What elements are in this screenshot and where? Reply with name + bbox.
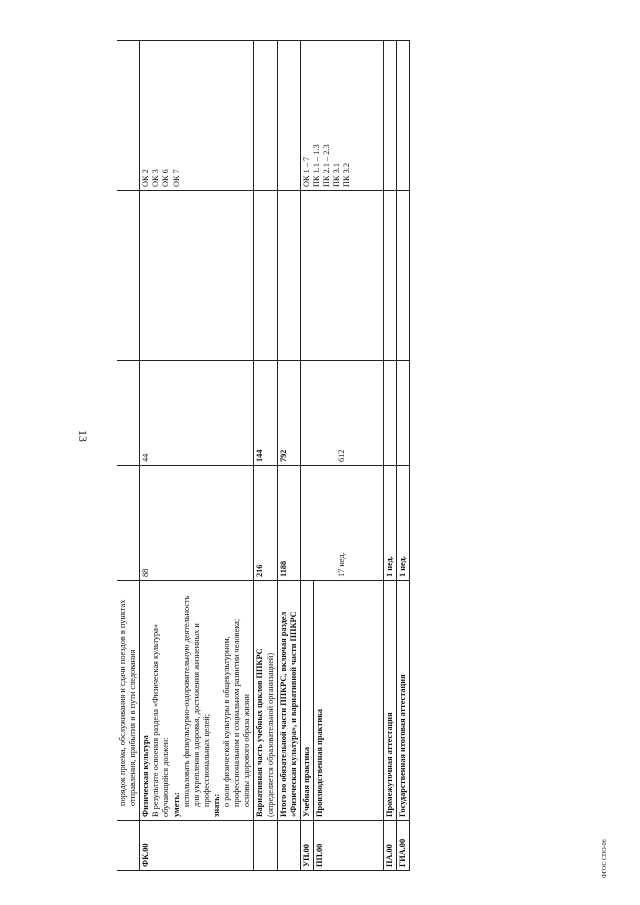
- cell-title: Учебная практика: [300, 581, 313, 821]
- table-row: [254, 41, 277, 871]
- table-row: [117, 41, 140, 871]
- cell-hours: 612: [300, 361, 383, 466]
- cell-title: Производственная практика: [313, 581, 383, 821]
- cell-competencies: ОК 2 ОК 3 ОК 6 ОК 7: [140, 41, 254, 191]
- page-number: 13: [76, 430, 90, 442]
- cell-text: порядок приема, обслуживания и сдачи поездов в пунктах отправления, прибытия и в пути следования: [117, 581, 140, 821]
- cell-title: Государственная итоговая аттестация: [397, 581, 410, 821]
- curriculum-table: [117, 40, 410, 871]
- cell-duration: 17 нед.: [300, 466, 383, 581]
- cell-description: Физическая культура В результате освоения раздела «Физическая культура» обучающийся должен: уметь: использовать физкультурно-оздоровительную деятельность для укрепления здоровья, достижения жизненных и профессиональных целей; знать: о роли физической культуры в общекультурном, профессиональном и социальном развитии человека; основы здорового образа жизни: [140, 581, 254, 821]
- table-row: [383, 41, 396, 871]
- cell-max: 216: [254, 466, 277, 581]
- cell-duration: 1 нед.: [397, 466, 410, 581]
- cell-code: ПП.00: [313, 821, 383, 871]
- table-row: [397, 41, 410, 871]
- cell-duration: 1 нед.: [383, 466, 396, 581]
- table-row: [140, 41, 254, 871]
- cell-obyaz: 44: [140, 361, 254, 466]
- curriculum-table-rotated: [117, 41, 527, 871]
- cell-max: 1188: [277, 466, 300, 581]
- cell-code: ГИА.00: [397, 821, 410, 871]
- cell-code: УП.00: [300, 821, 313, 871]
- cell-code: ФК.00: [140, 821, 254, 871]
- cell-code: ПА.00: [383, 821, 396, 871]
- cell-obyaz: 144: [254, 361, 277, 466]
- cell-description: Вариативная часть учебных циклов ППКРС (определяется образовательной организацией): [254, 581, 277, 821]
- cell-description: Итого по обязательной части ППКРС, включая раздел «Физическая культура», и вариативной части ППКРС: [277, 581, 300, 821]
- cell-competencies: ОК 1 – 7 ПК 1.1 – 1.3 ПК 2.1 – 2.3 ПК 3.1 ПК 3.2: [300, 41, 383, 191]
- cell-title: Промежуточная аттестация: [383, 581, 396, 821]
- cell-obyaz: 792: [277, 361, 300, 466]
- cell-max: 88: [140, 466, 254, 581]
- table-row: [277, 41, 300, 871]
- footer-label: ФГОС СПО-06: [602, 839, 608, 878]
- table-row: [300, 41, 313, 871]
